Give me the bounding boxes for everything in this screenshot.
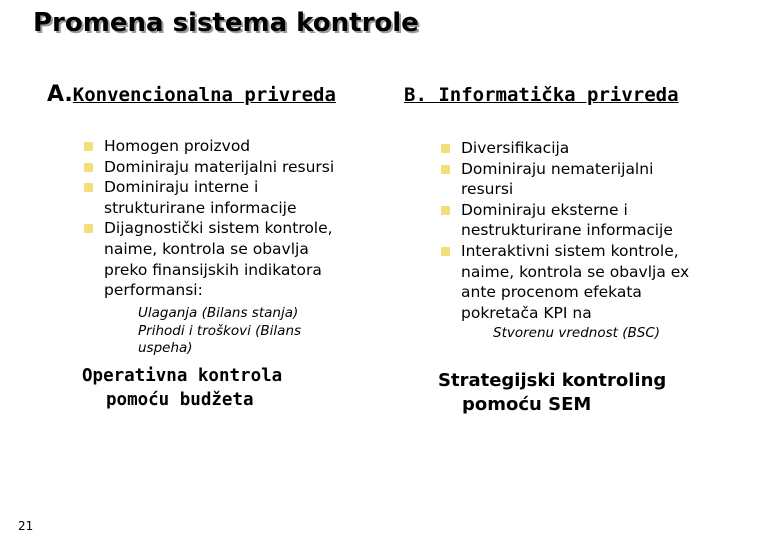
bullet-item: Dijagnostički sistem kontrole, naime, kontrola se obavlja preko finansijskih indikatora performansi: — [84, 218, 384, 300]
bullet-square-icon — [84, 183, 93, 192]
column-a-heading-text: Konvencionalna privreda — [72, 84, 336, 106]
column-b-sub-items: Stvorenu vrednost (BSC) — [493, 325, 661, 341]
bullet-item: Interaktivni sistem kontrole, naime, kontrola se obavlja ex ante procenom efekata pokretača KPI na — [441, 241, 741, 323]
column-b-letter: B. — [404, 84, 427, 106]
bullet-item: Dominiraju materijalni resursi — [84, 157, 384, 178]
bullet-item: Diversifikacija — [441, 138, 741, 159]
column-a-sub-items: Ulaganja (Bilans stanja) Prihodi i troškovi (Bilans uspeha) — [138, 305, 302, 356]
column-b-bullet-list — [441, 138, 741, 323]
bullet-square-icon — [441, 165, 450, 174]
bullet-square-icon — [441, 206, 450, 215]
bullet-square-icon — [84, 224, 93, 233]
bullet-square-icon — [441, 247, 450, 256]
column-a-letter: A. — [47, 82, 73, 107]
column-b-heading-text: Informatička privreda — [438, 84, 679, 106]
column-b-heading — [404, 84, 679, 106]
bullet-square-icon — [84, 163, 93, 172]
bullet-square-icon — [84, 142, 93, 151]
slide-title: Promena sistema kontrole — [33, 8, 419, 38]
column-b-summary: Strategijski kontroling pomoću SEM — [438, 370, 667, 415]
bullet-item: Dominiraju interne i strukturirane informacije — [84, 177, 384, 218]
page-number: 21 — [18, 519, 34, 533]
column-a-bullet-list — [84, 136, 384, 301]
bullet-item: Homogen proizvod — [84, 136, 384, 157]
bullet-item: Dominiraju nematerijalni resursi — [441, 159, 741, 200]
bullet-item: Dominiraju eksterne i nestrukturirane informacije — [441, 200, 741, 241]
column-a-heading — [47, 82, 336, 107]
bullet-square-icon — [441, 144, 450, 153]
column-a-summary: Operativna kontrola pomoću budžeta — [82, 366, 283, 410]
